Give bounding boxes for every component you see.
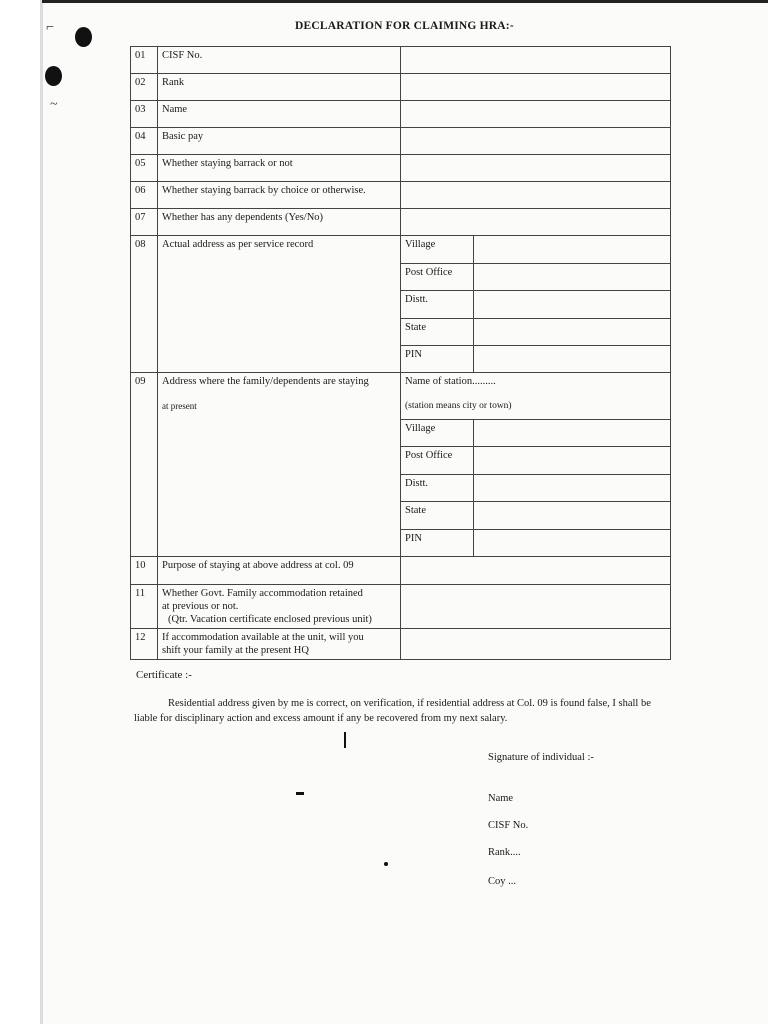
answer-cell[interactable] [401, 155, 671, 182]
address-field-label: State [401, 319, 474, 346]
table-row [131, 155, 671, 182]
address-field-label: PIN [401, 346, 474, 373]
row-label: Name [158, 101, 401, 128]
station-cell[interactable] [401, 373, 671, 420]
row-label-line: at previous or not. [162, 601, 239, 612]
table-row [131, 557, 671, 585]
row-number: 11 [131, 585, 158, 629]
signature-label: Signature of individual :- [488, 752, 594, 763]
table-row [131, 585, 671, 629]
address-field-label: Village [401, 236, 474, 264]
address-field-label: Distt. [401, 291, 474, 319]
row-number: 12 [131, 629, 158, 660]
answer-cell[interactable] [401, 101, 671, 128]
row-label: Basic pay [158, 128, 401, 155]
table-row [131, 629, 671, 660]
table-row [131, 236, 671, 264]
address-field-value[interactable] [474, 530, 671, 557]
row-label-line: (Qtr. Vacation certificate enclosed previous unit) [168, 614, 372, 625]
certificate-heading: Certificate :- [136, 669, 192, 681]
table-row [131, 101, 671, 128]
answer-cell[interactable] [401, 629, 671, 660]
row-label-line: at present [162, 401, 197, 411]
signature-cisf-label: CISF No. [488, 820, 529, 831]
answer-cell[interactable] [401, 585, 671, 629]
address-field-label: PIN [401, 530, 474, 557]
row-label: Whether staying barrack by choice or otherwise. [158, 182, 401, 209]
row-label [158, 629, 401, 660]
ink-mark [344, 732, 346, 748]
row-label: Whether staying barrack or not [158, 155, 401, 182]
address-field-label: Post Office [401, 264, 474, 291]
ink-mark [384, 862, 388, 866]
signature-coy-label: Coy ... [488, 876, 517, 887]
row-label-line: Address where the family/dependents are staying [162, 376, 369, 387]
row-label [158, 373, 401, 557]
punch-hole-bottom [45, 66, 62, 86]
row-label: CISF No. [158, 47, 401, 74]
row-number: 08 [131, 236, 158, 373]
station-name-label: Name of station......... [405, 376, 496, 387]
address-field-label: Post Office [401, 447, 474, 475]
address-field-value[interactable] [474, 346, 671, 373]
pen-mark: ⌐ [46, 20, 54, 35]
address-field-value[interactable] [474, 291, 671, 319]
signature-name-label: Name [488, 793, 514, 804]
answer-cell[interactable] [401, 47, 671, 74]
top-rule [42, 0, 768, 3]
row-number: 05 [131, 155, 158, 182]
table-row [131, 209, 671, 236]
signature-rank-label: Rank.... [488, 847, 521, 858]
table-row [131, 182, 671, 209]
row-label-line: shift your family at the present HQ [162, 645, 309, 656]
address-field-value[interactable] [474, 420, 671, 447]
pen-mark: ~ [50, 97, 58, 112]
page-title: DECLARATION FOR CLAIMING HRA:- [295, 20, 514, 32]
table-row [131, 74, 671, 101]
ink-mark [296, 792, 304, 795]
row-number: 09 [131, 373, 158, 557]
punch-hole-top [75, 27, 92, 47]
address-field-value[interactable] [474, 502, 671, 530]
certificate-text: Residential address given by me is correct, on verification, if residential address at Col. 09 is found false, I shall be liable for disciplinary action and excess amount if any be recovered from my next salary. [134, 698, 651, 724]
row-number: 04 [131, 128, 158, 155]
row-number: 02 [131, 74, 158, 101]
table-row [131, 373, 671, 420]
table-row [131, 128, 671, 155]
row-label: Rank [158, 74, 401, 101]
answer-cell[interactable] [401, 74, 671, 101]
row-number: 06 [131, 182, 158, 209]
answer-cell[interactable] [401, 128, 671, 155]
row-number: 07 [131, 209, 158, 236]
row-number: 01 [131, 47, 158, 74]
row-label: Actual address as per service record [158, 236, 401, 373]
row-number: 03 [131, 101, 158, 128]
address-field-label: Village [401, 420, 474, 447]
answer-cell[interactable] [401, 209, 671, 236]
page-edge [40, 0, 43, 1024]
table-row [131, 47, 671, 74]
row-label: Purpose of staying at above address at col. 09 [158, 557, 401, 585]
address-field-value[interactable] [474, 319, 671, 346]
row-label [158, 585, 401, 629]
address-field-value[interactable] [474, 447, 671, 475]
row-label-line: Whether Govt. Family accommodation retained [162, 588, 363, 599]
station-note: (station means city or town) [405, 401, 512, 411]
answer-cell[interactable] [401, 182, 671, 209]
address-field-value[interactable] [474, 264, 671, 291]
address-field-label: Distt. [401, 475, 474, 502]
hra-declaration-table [130, 46, 671, 660]
row-number: 10 [131, 557, 158, 585]
row-label: Whether has any dependents (Yes/No) [158, 209, 401, 236]
address-field-label: State [401, 502, 474, 530]
address-field-value[interactable] [474, 236, 671, 264]
row-label-line: If accommodation available at the unit, will you [162, 632, 364, 643]
address-field-value[interactable] [474, 475, 671, 502]
answer-cell[interactable] [401, 557, 671, 585]
